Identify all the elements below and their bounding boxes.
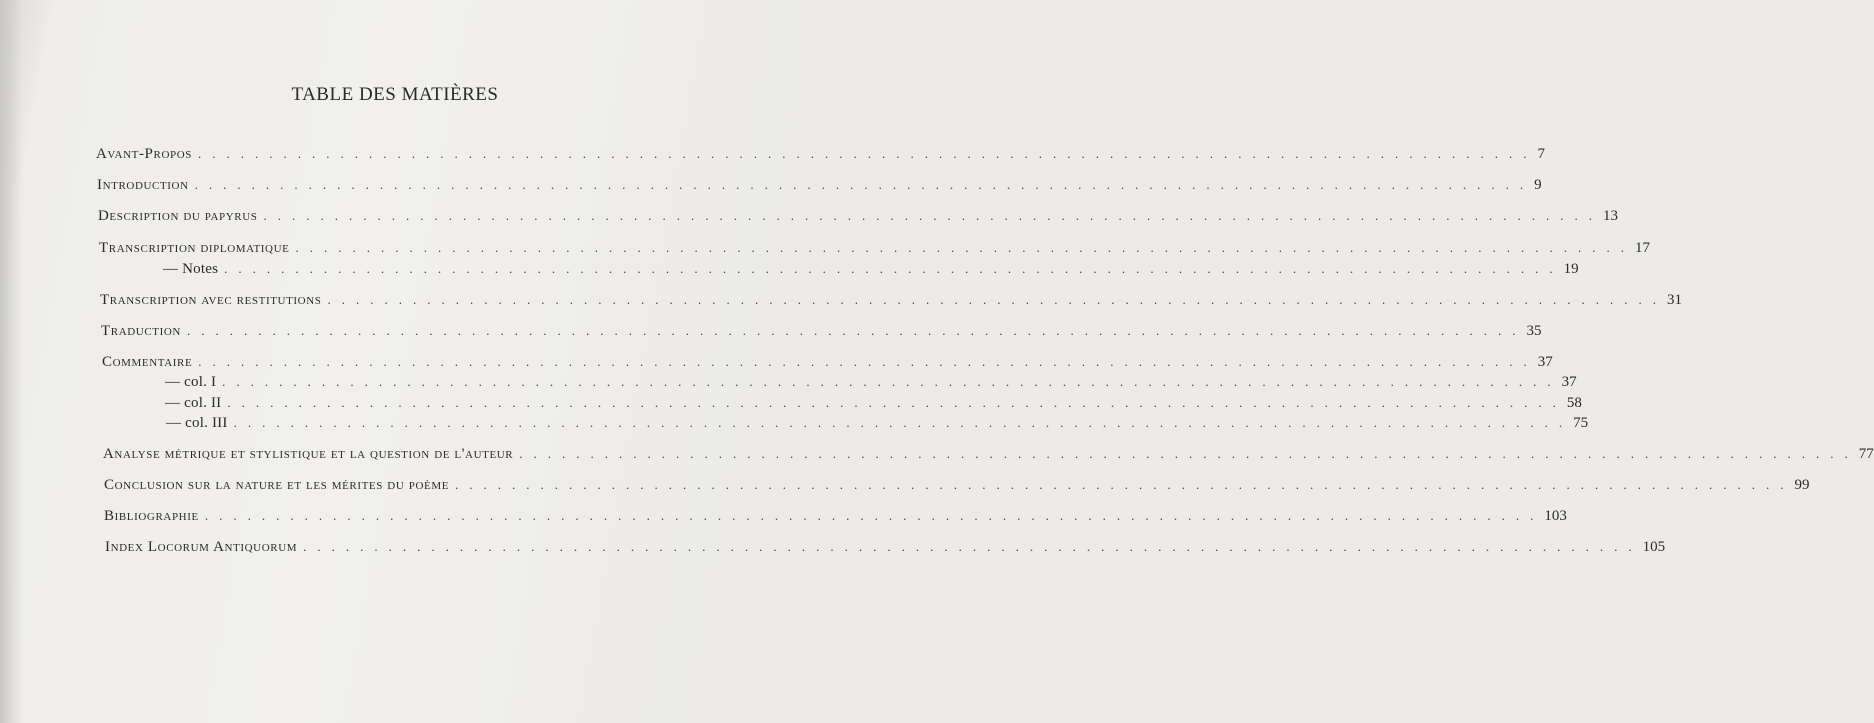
- toc-entry-label: Commentaire: [102, 354, 193, 370]
- toc-entry-col-iii: [166, 415, 1589, 435]
- toc-entry-analyse: [103, 446, 1874, 466]
- toc-entry-label: Avant-Propos: [96, 146, 192, 162]
- dot-leader: ..............................................................................................: [198, 354, 1538, 369]
- toc-entry-label: — Notes: [163, 261, 219, 277]
- toc-title: TABLE DES MATIÈRES: [291, 84, 499, 105]
- toc-entry-col-i: [165, 374, 1577, 394]
- toc-entry-page: 75: [1573, 415, 1589, 431]
- dot-leader: ..............................................................................................: [222, 374, 1562, 389]
- toc-entry-page: 19: [1563, 261, 1579, 277]
- toc-entry-col-ii: [165, 395, 1582, 415]
- toc-entry-traduction: [101, 323, 1542, 343]
- dot-leader: ..............................................................................................: [327, 292, 1667, 307]
- toc-entry-label: Traduction: [101, 323, 181, 339]
- toc-entry-commentaire: [102, 354, 1553, 374]
- dot-leader: ..............................................................................................: [204, 508, 1545, 523]
- toc-entry-transcription-diplomatique: [99, 240, 1650, 260]
- dot-leader: ..............................................................................................: [227, 395, 1567, 410]
- dot-leader: ..............................................................................................: [519, 446, 1859, 461]
- toc-entry-label: Bibliographie: [104, 508, 199, 524]
- toc-entry-page: 13: [1603, 208, 1618, 224]
- toc-entry-avant-propos: [96, 146, 1545, 166]
- toc-entry-page: 9: [1534, 177, 1542, 193]
- toc-entry-index: [105, 539, 1666, 559]
- toc-entry-page: 31: [1666, 292, 1682, 308]
- toc-entry-description: [98, 208, 1618, 228]
- toc-entry-label: Introduction: [97, 177, 189, 193]
- dot-leader: ..............................................................................................: [263, 208, 1603, 223]
- toc-entry-label: Transcription diplomatique: [99, 240, 290, 256]
- toc-entry-page: 77: [1858, 446, 1874, 462]
- toc-entry-label: — col. III: [166, 415, 228, 431]
- toc-entry-label: Index Locorum Antiquorum: [105, 539, 298, 555]
- dot-leader: ..............................................................................................: [233, 415, 1574, 430]
- dot-leader: ..............................................................................................: [186, 323, 1527, 338]
- toc-entry-label: Transcription avec restitutions: [100, 292, 322, 308]
- dot-leader: ..............................................................................................: [303, 539, 1643, 554]
- toc-entry-conclusion: [104, 477, 1810, 497]
- toc-entry-label: Analyse métrique et stylistique et la question de l'auteur: [103, 446, 514, 462]
- toc-entry-page: 99: [1794, 477, 1810, 493]
- toc-entry-label: Description du papyrus: [98, 208, 258, 224]
- toc-entry-page: 37: [1561, 374, 1577, 390]
- dot-leader: ..............................................................................................: [455, 477, 1795, 492]
- toc-entry-transcription-restitutions: [100, 292, 1682, 312]
- toc-entry-bibliographie: [104, 508, 1567, 528]
- toc-entry-page: 37: [1537, 354, 1553, 370]
- dot-leader: ..............................................................................................: [224, 261, 1564, 276]
- toc-entry-page: 58: [1566, 395, 1582, 411]
- dot-leader: ..............................................................................................: [194, 177, 1535, 192]
- toc-entry-label: — col. I: [165, 374, 217, 390]
- toc-entry-page: 7: [1537, 146, 1545, 162]
- dot-leader: ..............................................................................................: [197, 146, 1538, 161]
- toc-entry-page: 35: [1526, 323, 1542, 339]
- toc-entry-page: 105: [1642, 539, 1666, 555]
- binding-shadow: [0, 0, 22, 723]
- toc-entry-page: 17: [1634, 240, 1650, 256]
- toc-entry-notes: [163, 261, 1579, 281]
- toc-entry-label: — col. II: [165, 395, 222, 411]
- toc-entry-page: 103: [1544, 508, 1567, 524]
- toc-entry-label: Conclusion sur la nature et les mérites du poème: [104, 477, 450, 493]
- toc-entry-introduction: [97, 177, 1542, 197]
- dot-leader: ..............................................................................................: [295, 240, 1635, 255]
